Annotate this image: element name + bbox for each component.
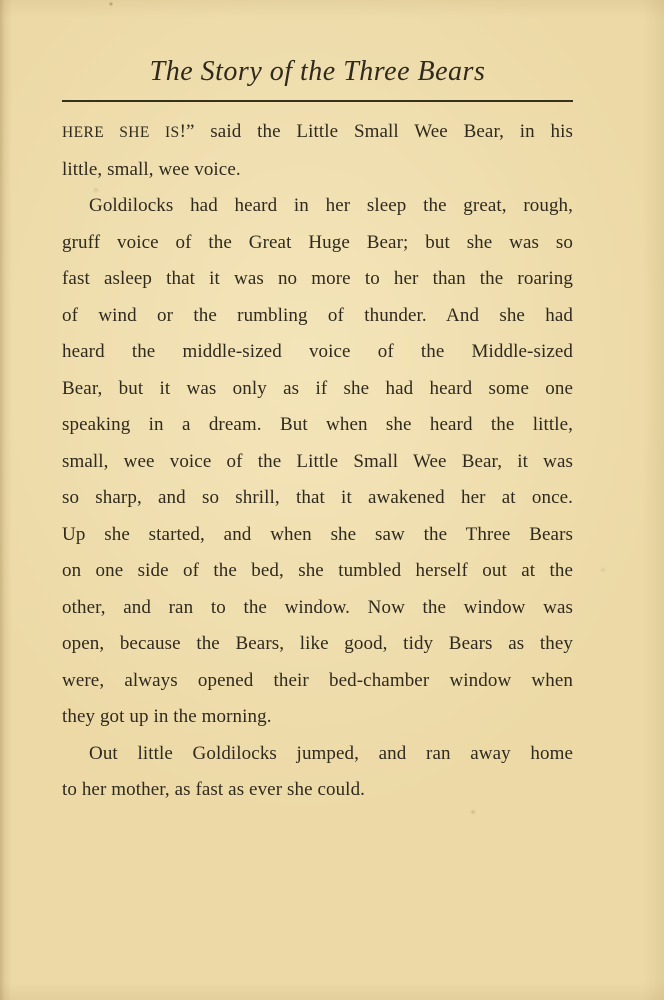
text-line: gruff voice of the Great Huge Bear; but she was so: [62, 231, 573, 253]
page-title: The Story of the Three Bears: [149, 56, 486, 87]
text-line: HERE SHE IS!” said the Little Small Wee Bear, in his: [62, 121, 573, 142]
text-block: [62, 114, 573, 809]
text-line: Bear, but it was only as if she had heard some one: [62, 377, 573, 399]
text-line: Out little Goldilocks jumped, and ran away home: [89, 742, 573, 764]
smallcaps-text: HERE SHE IS: [62, 124, 180, 141]
text-line: Up she started, and when she saw the Three Bears: [62, 523, 573, 545]
text-line: Goldilocks had heard in her sleep the great, rough,: [89, 195, 573, 216]
text-line: they got up in the morning.: [62, 706, 272, 727]
text-line: on one side of the bed, she tumbled herself out at the: [62, 560, 573, 581]
text-line: speaking in a dream. But when she heard the little,: [62, 414, 573, 435]
text-line: so sharp, and so shrill, that it awakened her at once.: [62, 487, 573, 508]
text-line: to her mother, as fast as ever she could.: [62, 779, 366, 800]
text-line: open, because the Bears, like good, tidy Bears as they: [62, 633, 573, 654]
text-line: heard the middle-sized voice of the Middle-sized: [62, 341, 573, 362]
text-line: other, and ran to the window. Now the window was: [62, 596, 573, 618]
text-line: little, small, wee voice.: [62, 158, 241, 180]
running-header: [62, 55, 573, 102]
text-line: of wind or the rumbling of thunder. And she had: [62, 304, 573, 326]
text-line: small, wee voice of the Little Small Wee Bear, it was: [62, 450, 573, 472]
text-line: fast asleep that it was no more to her than the roaring: [62, 268, 573, 289]
header-rule: [62, 100, 573, 102]
text-line: were, always opened their bed-chamber window when: [62, 669, 573, 691]
